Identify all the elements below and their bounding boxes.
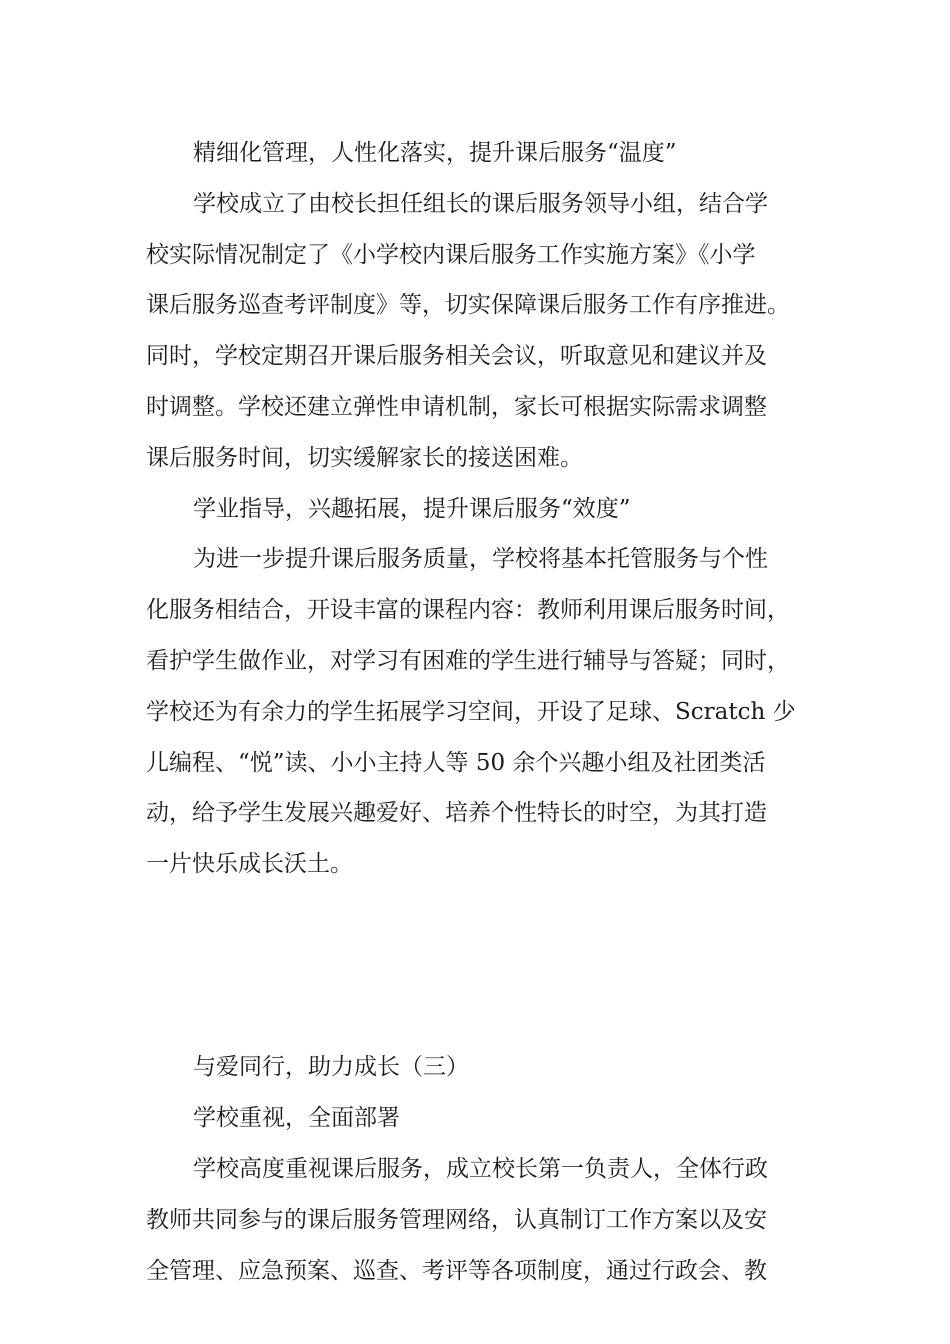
paragraph-line: 学校成立了由校长担任组长的课后服务领导小组，结合学 [193,190,768,217]
paragraph-line: 化服务相结合，开设丰富的课程内容：教师利用课后服务时间， [146,597,790,624]
paragraph-line: 校实际情况制定了《小学校内课后服务工作实施方案》《小学 [146,241,756,268]
section-heading: 精细化管理，人性化落实，提升课后服务“温度” [193,140,677,166]
paragraph-line: 时调整。学校还建立弹性申请机制，家长可根据实际需求调整 [146,393,767,420]
paragraph-line: 教师共同参与的课后服务管理网络，认真制订工作方案以及安 [146,1206,767,1233]
paragraph-line: 学校还为有余力的学生拓展学习空间，开设了足球、Scratch 少 [146,698,796,725]
paragraph-line: 全管理、应急预案、巡查、考评等各项制度，通过行政会、教 [146,1257,767,1284]
document-body [146,128,826,1296]
paragraph-line: 学校高度重视课后服务，成立校长第一负责人，全体行政 [193,1155,768,1182]
paragraph-line: 儿编程、“悦”读、小小主持人等 50 余个兴趣小组及社团类活 [146,749,766,776]
section-heading: 学业指导，兴趣拓展，提升课后服务“效度” [193,495,631,522]
paragraph-line: 课后服务时间，切实缓解家长的接送困难。 [146,444,583,471]
article-title: 与爱同行，助力成长（三） [193,1054,469,1081]
paragraph-line: 同时，学校定期召开课后服务相关会议，听取意见和建议并及 [146,343,767,370]
paragraph-line: 看护学生做作业，对学习有困难的学生进行辅导与答疑；同时， [146,647,790,674]
section-spacer [146,890,826,1042]
section-heading: 学校重视，全面部署 [193,1105,400,1132]
paragraph-line: 动，给予学生发展兴趣爱好、培养个性特长的时空，为其打造 [146,800,767,827]
paragraph-line: 为进一步提升课后服务质量，学校将基本托管服务与个性 [193,546,768,573]
paragraph-line: 一片快乐成长沃土。 [146,851,353,878]
paragraph-line: 课后服务巡查考评制度》等，切实保障课后服务工作有序推进。 [146,292,790,319]
